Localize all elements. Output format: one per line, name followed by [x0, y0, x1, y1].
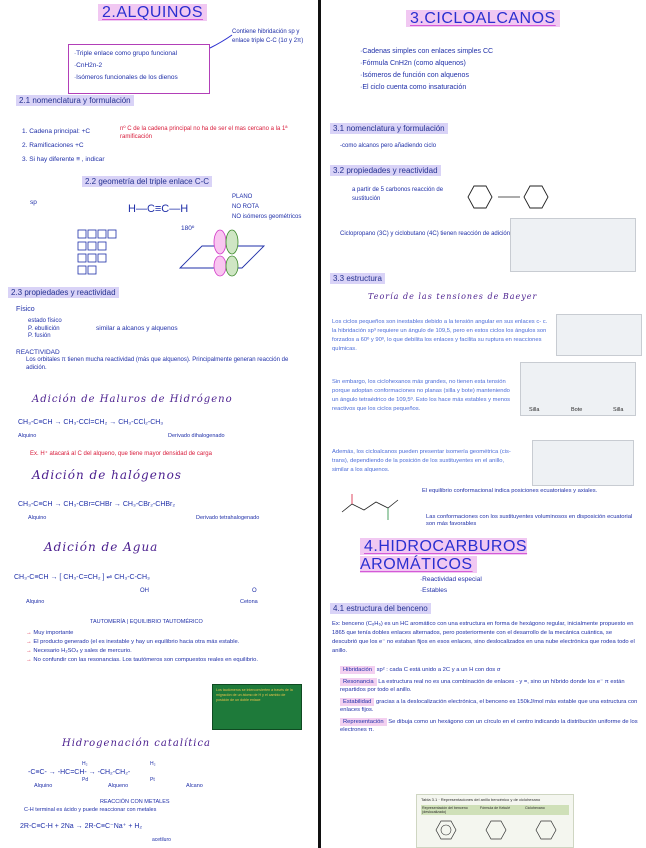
- hydrogenation-title: Hidrogenación catalítica: [62, 738, 211, 749]
- water-sub-o: O: [252, 588, 257, 594]
- chair-equilibrium-icon: [336, 488, 416, 528]
- section-title-alquinos: 2.ALQUINOS: [98, 4, 207, 22]
- catalyst-pd: Pd: [82, 777, 89, 783]
- water-label-cetona: Cetona: [240, 599, 258, 605]
- equilibrium-note: El equilibrio conformacional indica posiciones ecuatoriales y axiales.: [422, 488, 598, 494]
- hx-note: Ex. H⁺ atacará al C del alqueno, que tiene mayor densidad de carga: [30, 451, 212, 457]
- heading-2-1: 2.1 nomenclatura y formulación: [16, 96, 134, 105]
- physical-list: [28, 318, 88, 341]
- conformation-note: Las conformaciones con los sustituyentes voluminosos en disposición ecuatorial son más favorables: [426, 514, 633, 527]
- img-label-silla-2: Silla: [613, 407, 624, 413]
- heading-4-1: 4.1 estructura del benceno: [330, 604, 431, 613]
- table-header-row: [421, 805, 569, 815]
- physical-item: P. ebullición: [28, 325, 60, 332]
- intro-item: ·Fórmula CnH2n (como alquenos): [360, 60, 466, 67]
- hydro-label-alcano: Alcano: [186, 783, 203, 789]
- water-equation: CH₃-C≡CH → [ CH₃-C=CH₂ ] ⇌ CH₃-C-CH₃: [14, 574, 150, 581]
- benzene-bullet: Representación Se dibuja como un hexágono con un círculo en el centro indicando la distribución uniforme de los electrones π.: [340, 719, 638, 733]
- green-note-text: Los tautómeros se interconvierten a través de la migración de un átomo de H y el cambio de posición de un doble enlace: [216, 688, 293, 702]
- hydro-label-alqueno: Alqueno: [108, 783, 129, 789]
- img-label-silla: Silla: [529, 407, 540, 413]
- paragraph-isomeria: Además, los cicloalcanos pueden presentar isomería geométrica (cis-trans), dependiendo de la posición de los sustituyentes en el anillo, similar a los alquenos.: [332, 449, 511, 473]
- catalyst-h2-2: H₂: [150, 761, 156, 767]
- baeyer-title: Teoría de las tensiones de Baeyer: [368, 292, 538, 301]
- reactivity-note: Los orbitales π tienen mucha reactividad (más que alquenos). Principalmente generan reacción de adición.: [26, 357, 289, 371]
- catalyst-pt: Pt: [150, 777, 155, 783]
- intro-item: ·Cadenas simples con enlaces simples CC: [360, 48, 494, 55]
- cycloprop-reaction-image: [510, 218, 636, 272]
- step-item: 2. Ramificaciones +C: [22, 142, 84, 149]
- benzene-table: [416, 794, 574, 848]
- benzene-bullet: Estabilidad gracias a la deslocalización electrónica, el benceno es 150kJ/mol más estable que una estructura con enlaces fijos.: [340, 699, 638, 713]
- section-title-aromaticos: 4.HIDROCARBUROS AROMÁTICOS: [360, 538, 528, 573]
- heading-3-3: 3.3 estructura: [330, 274, 385, 283]
- hydro-label-alquino: Alquino: [34, 783, 53, 789]
- physical-note: similar a alcanos y alquenos: [96, 325, 178, 332]
- orbital-diagram-icon: [70, 224, 126, 280]
- step-item: 1. Cadena principal: +C: [22, 128, 91, 135]
- hydrogenation-equation: -C≡C- → -HC=CH- → -CH₂-CH₂-: [28, 769, 131, 776]
- green-sticky-note: [212, 684, 302, 730]
- definition-item: ·Triple enlace como grupo funcional: [74, 50, 178, 57]
- paragraph-tension: Los ciclos pequeños son inestables debido a la tensión angular en sus enlaces c- c. la hibridación sp³ requiere un ángulo de 109,5, pero en estos ciclos los ángulos son forzados a 60º y 90º, lo que debilita los enlaces y facilita su ruptura en reacciones químicas.: [332, 319, 548, 352]
- geometry-prop: NO isómeros geométricos: [232, 214, 302, 220]
- metal-heading: REACCIÓN CON METALES: [100, 799, 170, 805]
- metal-equation: 2R-C≡C-H + 2Na → 2R-C≡C⁻Na⁺ + H₂: [20, 823, 143, 830]
- substitution-note: a partir de 5 carbonos reacción de sustitución: [352, 187, 444, 202]
- acetiluro-label: acetiluro: [152, 837, 171, 843]
- halogen-label-product: Derivado tetrahalogenado: [196, 515, 260, 521]
- physical-item: estado físico: [28, 318, 62, 324]
- heading-3-1: 3.1 nomenclatura y formulación: [330, 124, 448, 133]
- cis-trans-image: [532, 440, 634, 486]
- orbital-label: sp: [30, 199, 37, 206]
- table-header: Representación del benceno (deslocalizado): [422, 806, 468, 814]
- tautomeria-item: → Muy importante: [26, 630, 74, 636]
- water-sub-oh: OH: [140, 588, 149, 594]
- arrow-icon: [208, 32, 236, 52]
- cycloalkane-structures-image: [556, 314, 642, 356]
- hx-label-product: Derivado dihalogenado: [168, 433, 225, 439]
- box-annotation: Contiene hibridación sp y enlace triple C-C (1σ y 2π): [232, 29, 304, 44]
- definition-item: ·Isómeros funcionales de los dienos: [74, 74, 178, 81]
- definition-item: ·CnH2n-2: [74, 62, 103, 69]
- intro-item: ·Isómeros de función con alquenos: [360, 72, 469, 79]
- aromatic-intro-item: ·Reactividad especial: [420, 576, 482, 583]
- benzene-text: Ex: benceno (C₆H₆) es un HC aromático con una estructura en forma de hexágono regular, inicialmente propuesto en 1865 que tenía dobles enlaces alternados, pero posteriormente con el desarrollo de la mecánica cuántica, se descubrió que los e⁻ no estaban fijos en esos enlaces, sino deslocalizados en una nube electrónica que rodea todo el anillo.: [332, 621, 635, 654]
- tautomeria-item: → Necesario H₂SO₄ y sales de mercurio.: [26, 648, 132, 654]
- img-label-bote: Bote: [571, 407, 583, 413]
- physical-heading: Físico: [16, 306, 35, 313]
- halogen-label-alquino: Alquino: [28, 515, 47, 521]
- physical-item: P. fusión: [28, 333, 51, 339]
- aromatic-intro-item: ·Estables: [420, 587, 448, 594]
- water-label-alquino: Alquino: [26, 599, 45, 605]
- nomenclature-note: nº C de la cadena principal no ha de ser el mas cercano a la 1ª ramificación: [120, 126, 288, 140]
- benzene-bullet: Hibridación sp² : cada C está unido a 2C y a un H con dos σ: [340, 666, 638, 674]
- hx-addition-title: Adición de Haluros de Hidrógeno: [32, 394, 233, 405]
- table-caption: Tabla 3.1 · Representaciones del anillo bencénico y de ciclohexano: [421, 797, 541, 802]
- halogen-equation: CH₃-C≡CH → CH₃-CBr=CHBr → CH₃-CBr₂-CHBr₂: [18, 501, 176, 508]
- benzene-bullet: Resonancia La estructura real no es una combinación de enlaces - y =, sino un híbrido donde los e⁻ π están repartidos por todo el anillo.: [340, 679, 625, 693]
- cycloalkane-intro: [360, 46, 580, 94]
- hx-label-alquino: Alquino: [18, 433, 37, 439]
- geometry-prop: NO ROTA: [232, 204, 259, 210]
- metal-note: C-H terminal es ácido y puede reaccionar con metales: [24, 807, 157, 813]
- ethyne-formula: H—C≡C—H: [128, 203, 189, 215]
- tautomeria-list: [26, 630, 286, 664]
- reactivity-heading: REACTIVIDAD: [16, 349, 60, 356]
- paragraph-conformations: Sin embargo, los ciclohexanos más grandes, no tienen esta tensión porque adoptan conformaciones no planas (silla y bote) manteniendo un ángulo tetraédrico de 109,5º. Esto los hace más estables y menos reactivos que los ciclos pequeños.: [332, 379, 511, 412]
- nomenclature-cyclo-note: -como alcanos pero añadiendo ciclo: [340, 143, 437, 149]
- water-addition-title: Adición de Agua: [44, 540, 159, 554]
- angle-label: 180º: [181, 225, 195, 232]
- halogen-addition-title: Adición de halógenos: [32, 468, 182, 482]
- step-item: 3. Si hay diferente ≡ , indicar: [22, 156, 105, 163]
- heading-2-2: 2.2 geometría del triple enlace C-C: [82, 177, 212, 186]
- benzene-bullets: [340, 666, 638, 734]
- table-header: Ciclohexano: [524, 806, 545, 810]
- tautomeria-item: → El producto generado (el es inestable y hay un equilibrio hacia otra más estable.: [26, 639, 240, 645]
- heading-2-3: 2.3 propiedades y reactividad: [8, 288, 119, 297]
- cyclohexane-reaction-icon: [458, 180, 558, 214]
- tautomeria-heading: TAUTOMERÍA | EQUILIBRIO TAUTOMÉRICO: [90, 619, 203, 625]
- section-title-cicloalcanos: 3.CICLOALCANOS: [406, 10, 560, 28]
- heading-3-2: 3.2 propiedades y reactividad: [330, 166, 441, 175]
- table-header: Fórmula de Kekulé: [479, 806, 511, 810]
- geometry-prop: PLANO: [232, 194, 253, 200]
- hx-addition-equation: CH₃-C≡CH → CH₃-CCl=CH₂ → CH₃-CCl₂-CH₃: [18, 419, 164, 426]
- addition-note: Ciclopropano (3C) y ciclobutano (4C) tienen reacción de adición: [340, 231, 511, 237]
- pi-orbitals-icon: [172, 228, 272, 278]
- column-divider: [318, 0, 321, 848]
- definition-list: [74, 49, 208, 82]
- aromatic-intro: [420, 574, 560, 596]
- geometry-props: [232, 192, 312, 222]
- chair-boat-image: [520, 362, 636, 416]
- nomenclature-steps: [22, 127, 112, 164]
- catalyst-h2-1: H₂: [82, 761, 88, 767]
- tautomeria-item: → No confundir con las resonancias. Los tautómeros son compuestos reales en equilibrio.: [26, 657, 259, 663]
- benzene-rings-icon: [433, 819, 563, 843]
- intro-item: ·El ciclo cuenta como insaturación: [360, 84, 467, 91]
